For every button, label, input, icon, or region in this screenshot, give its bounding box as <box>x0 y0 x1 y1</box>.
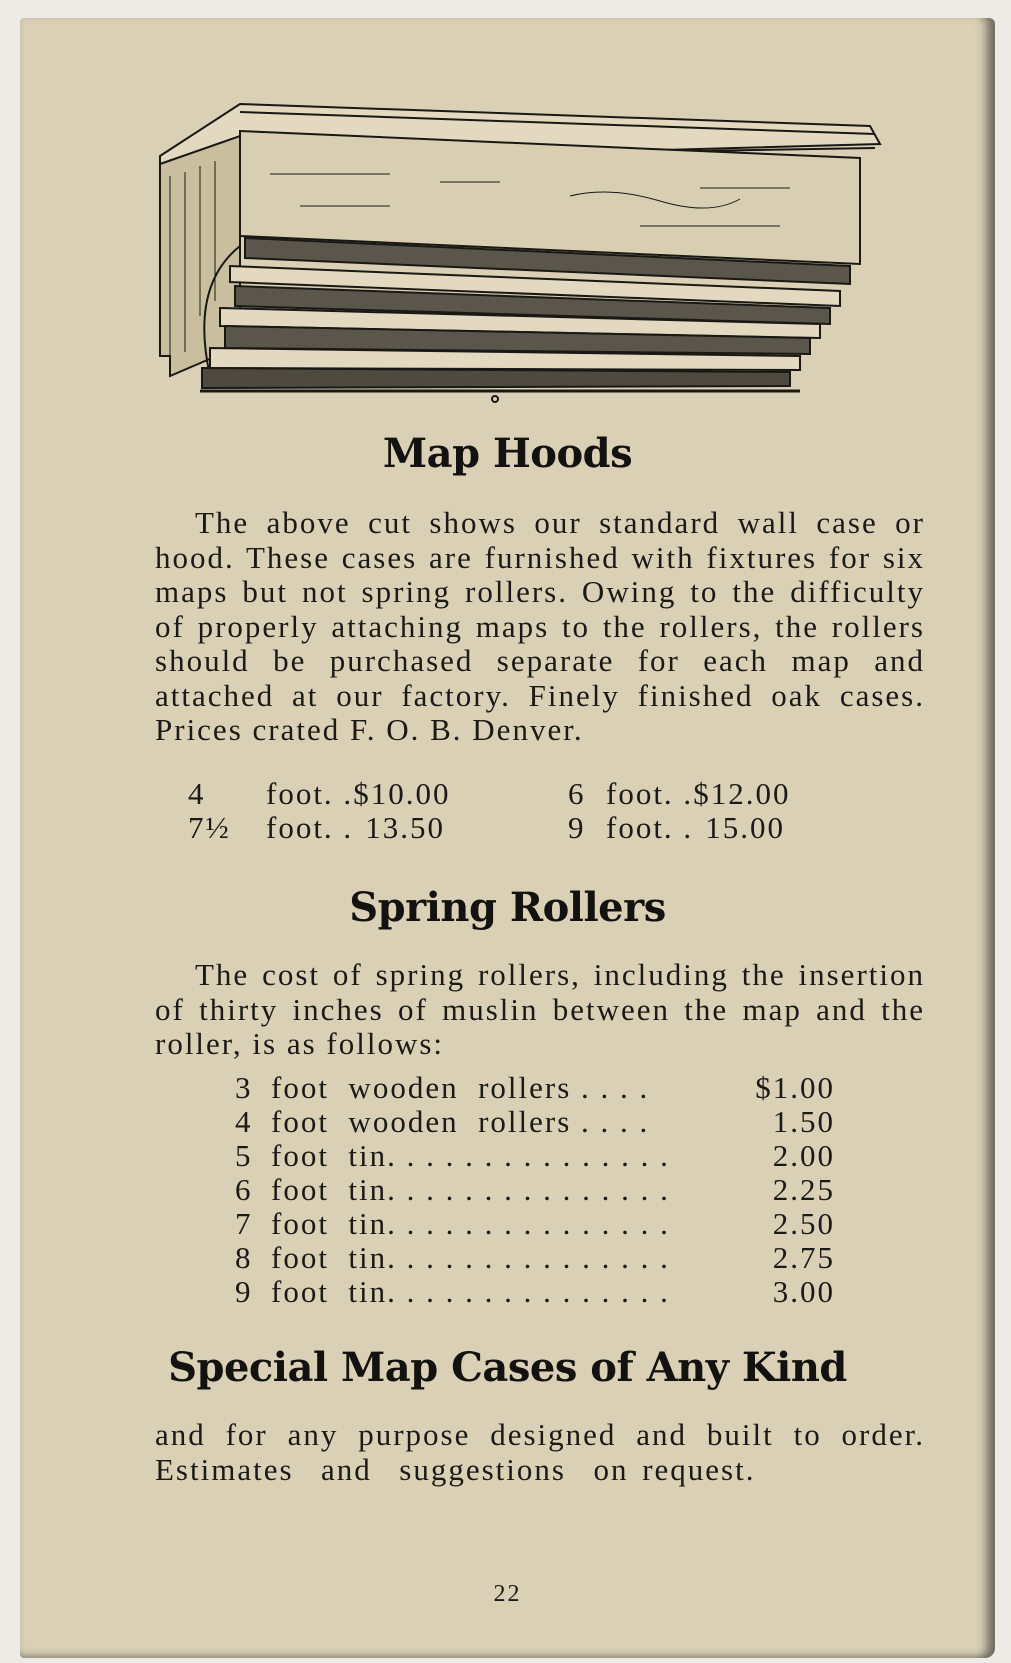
special-cases-heading: Special Map Cases of Any Kind <box>168 1344 847 1391</box>
roller-price: 2.00 <box>772 1138 835 1173</box>
roller-qty: 6 <box>235 1172 253 1207</box>
map-hoods-text: The above cut shows our standard wall case or hood. These cases are furnished with fixtures for six maps but not spring rollers. Owing to the difficulty of properly attaching maps to the rollers, the rollers should be purchased separate for each map and attached at our factory. Finely finished oak cases. Prices crated F. O. B. Denver. <box>155 505 925 747</box>
roller-qty: 9 <box>235 1274 253 1309</box>
spring-rollers-paragraph <box>155 958 925 1062</box>
price-6-foot <box>568 776 790 812</box>
roller-desc: foot tin. . . . . . . . . . . . . . . <box>271 1172 670 1207</box>
price-unit: foot. . <box>606 776 694 811</box>
roller-price: 2.50 <box>772 1206 835 1241</box>
roller-desc: foot tin. . . . . . . . . . . . . . . <box>271 1206 670 1241</box>
roller-row <box>235 1172 835 1206</box>
special-cases-text: and for any purpose designed and built to order. Estimates and suggestions on request. <box>155 1417 967 1487</box>
price-4-foot <box>188 776 450 812</box>
roller-row <box>235 1104 835 1138</box>
price-value: $12.00 <box>693 776 791 811</box>
roller-row <box>235 1138 835 1172</box>
roller-row <box>235 1240 835 1274</box>
special-cases-paragraph <box>155 1417 967 1487</box>
roller-row <box>235 1206 835 1240</box>
spring-rollers-text: The cost of spring rollers, including the insertion of thirty inches of muslin between the map and the roller, is as follows: <box>155 957 925 1061</box>
price-unit: foot. . <box>266 776 354 811</box>
price-9-foot <box>568 810 785 846</box>
map-hood-illustration <box>140 86 940 436</box>
price-value: 13.50 <box>365 810 445 845</box>
roller-row <box>235 1274 835 1308</box>
roller-price: $1.00 <box>755 1070 835 1105</box>
roller-price: 1.50 <box>772 1104 835 1139</box>
price-size: 7½ <box>188 810 231 845</box>
price-size: 9 <box>568 810 586 845</box>
map-hoods-heading: Map Hoods <box>382 430 633 477</box>
price-unit: foot. . <box>606 810 694 845</box>
roller-price: 2.75 <box>772 1240 835 1275</box>
roller-qty: 8 <box>235 1240 253 1275</box>
roller-desc: foot tin. . . . . . . . . . . . . . . <box>271 1138 670 1173</box>
page-number: 22 <box>493 1581 522 1607</box>
roller-qty: 4 <box>235 1104 253 1139</box>
price-unit: foot. . <box>266 810 354 845</box>
roller-desc: foot tin. . . . . . . . . . . . . . . <box>271 1274 670 1309</box>
price-value: $10.00 <box>353 776 451 811</box>
spring-rollers-heading: Spring Rollers <box>349 884 666 931</box>
roller-qty: 3 <box>235 1070 253 1105</box>
roller-qty: 5 <box>235 1138 253 1173</box>
roller-price: 2.25 <box>772 1172 835 1207</box>
price-7-half-foot <box>188 810 445 846</box>
roller-desc: foot tin. . . . . . . . . . . . . . . <box>271 1240 670 1275</box>
roller-desc: foot wooden rollers . . . . <box>271 1070 650 1105</box>
catalog-page <box>20 18 995 1658</box>
price-size: 6 <box>568 776 586 811</box>
price-size: 4 <box>188 776 206 811</box>
roller-price: 3.00 <box>772 1274 835 1309</box>
map-hoods-paragraph <box>155 506 925 748</box>
roller-desc: foot wooden rollers . . . . <box>271 1104 650 1139</box>
roller-qty: 7 <box>235 1206 253 1241</box>
roller-row <box>235 1070 835 1104</box>
price-value: 15.00 <box>705 810 785 845</box>
